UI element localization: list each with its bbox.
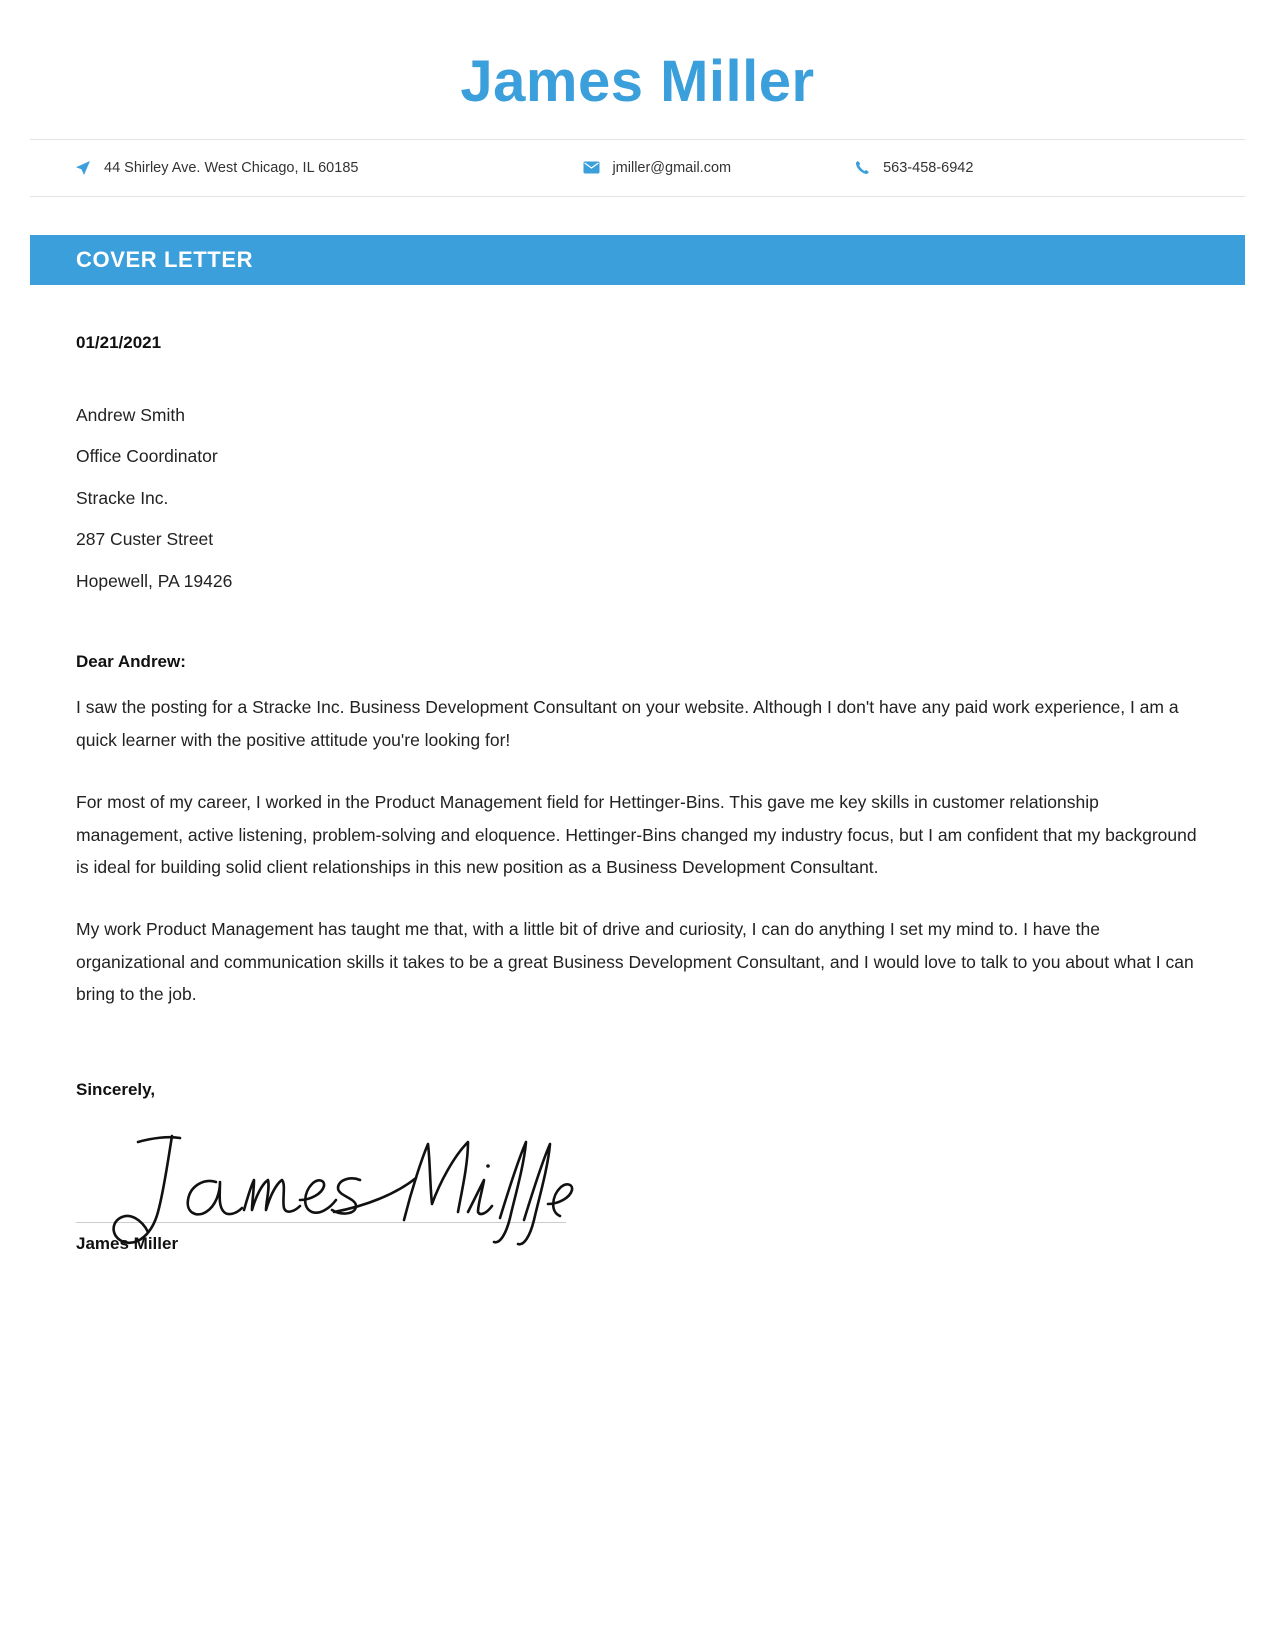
recipient-block — [76, 404, 1199, 591]
signature-block — [76, 1108, 1199, 1258]
letter-date: 01/21/2021 — [76, 332, 162, 352]
recipient-line: Office Coordinator — [76, 446, 218, 467]
contact-phone-text: 563-458-6942 — [883, 159, 974, 176]
salutation: Dear Andrew: — [76, 652, 186, 672]
envelope-icon — [580, 159, 602, 177]
recipient-line: Hopewell, PA 19426 — [76, 570, 233, 591]
letter-paragraph: For most of my career, I worked in the Product Management field for Hettinger-Bins. This gave me key skills in customer relationship management, active listening, problem-solving and eloquence. Hettinger-Bins changed my industry focus, but I am confident that my background is ideal for building solid client relationships in this new position as a Business Development Consultant. — [76, 792, 1197, 877]
page-title: James Miller — [460, 49, 815, 114]
location-pin-icon — [72, 159, 94, 177]
closing: Sincerely, — [76, 1080, 156, 1100]
contact-bar — [30, 139, 1245, 197]
letter-paragraph: My work Product Management has taught me that, with a little bit of drive and curiosity, I can do anything I set my mind to. I have the organizational and communication skills it takes to be a great Business Development Consultant, and I would love to talk to you about what I can bring to the job. — [76, 919, 1194, 1005]
contact-phone — [851, 159, 973, 177]
contact-address-text: 44 Shirley Ave. West Chicago, IL 60185 — [104, 159, 359, 176]
recipient-line: 287 Custer Street — [76, 529, 214, 550]
contact-email — [580, 159, 731, 177]
phone-icon — [851, 159, 873, 177]
contact-address — [72, 159, 358, 177]
recipient-line: Andrew Smith — [76, 404, 185, 425]
signer-name: James Miller — [76, 1234, 179, 1254]
section-header-cover-letter — [30, 235, 1245, 285]
recipient-line: Stracke Inc. — [76, 487, 169, 508]
letter-paragraph: I saw the posting for a Stracke Inc. Business Development Consultant on your website. Although I don't have any paid work experience, I am a quick learner with the positive attitude you're looking for! — [76, 697, 1179, 750]
section-title: COVER LETTER — [76, 246, 254, 272]
header — [0, 0, 1275, 139]
contact-email-text: jmiller@gmail.com — [612, 159, 732, 176]
letter-body — [30, 333, 1245, 1259]
